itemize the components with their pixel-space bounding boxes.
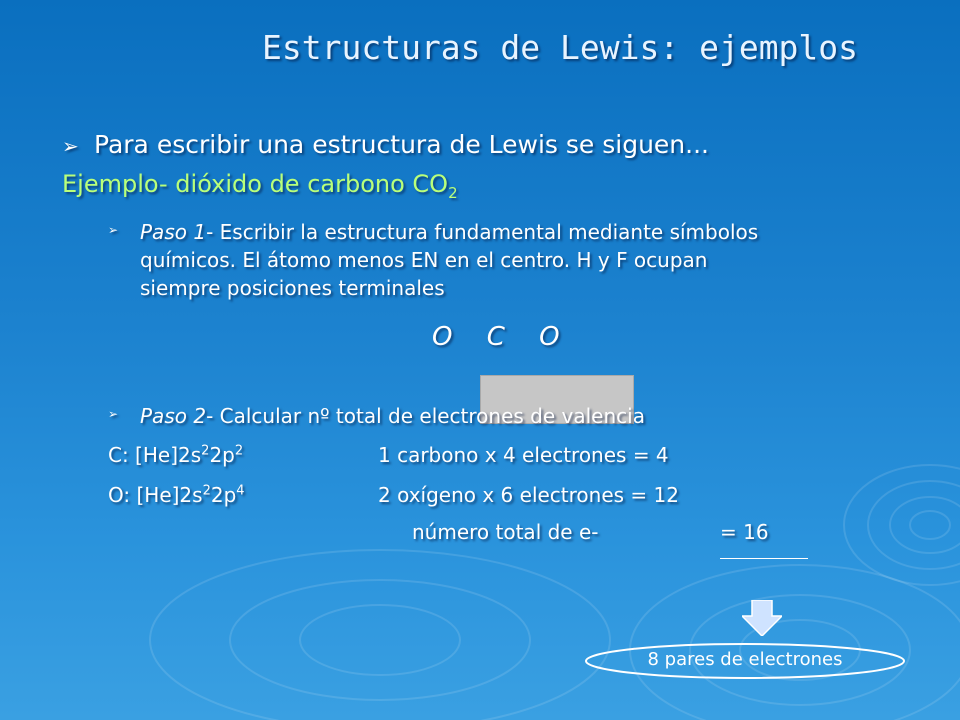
oco-structure: O C O [432, 322, 560, 352]
arrow-bullet-icon: ➢ [62, 134, 79, 158]
example-subscript: 2 [448, 183, 458, 202]
down-arrow-icon [742, 600, 782, 636]
result-text: 8 pares de electrones [647, 649, 843, 670]
carbon-config: C: $[He]2s^22p^2$ [108, 443, 244, 467]
step-1-label: Paso 1 [140, 220, 207, 244]
total-underline [720, 558, 808, 559]
total-label: número total de e- [412, 520, 599, 544]
oxygen-calc: 2 oxígeno x 6 electrones = 12 [378, 483, 679, 507]
oxygen-config: O: $[He]2s^22p^4$ [108, 483, 245, 507]
step-1-line-3: siempre posiciones terminales [140, 276, 445, 300]
slide-title: Estructuras de Lewis: ejemplos [262, 28, 859, 67]
total-value: = 16 [720, 520, 769, 544]
arrow-bullet-icon: ➢ [108, 223, 119, 237]
step-2-text: - Calcular nº total de electrones de valencia [206, 404, 645, 428]
step-2-label: Paso 2 [140, 404, 207, 428]
example-heading [62, 170, 458, 202]
bullet-text: Para escribir una estructura de Lewis se siguen... [94, 130, 709, 159]
step-1-line-2: químicos. El átomo menos EN en el centro. H y F ocupan [140, 248, 708, 272]
step-1-line-1: - Escribir la estructura fundamental mediante símbolos [206, 220, 759, 244]
carbon-calc: 1 carbono x 4 electrones = 4 [378, 443, 669, 467]
arrow-bullet-icon: ➢ [108, 407, 119, 421]
example-text: Ejemplo- dióxido de carbono CO [62, 170, 449, 198]
